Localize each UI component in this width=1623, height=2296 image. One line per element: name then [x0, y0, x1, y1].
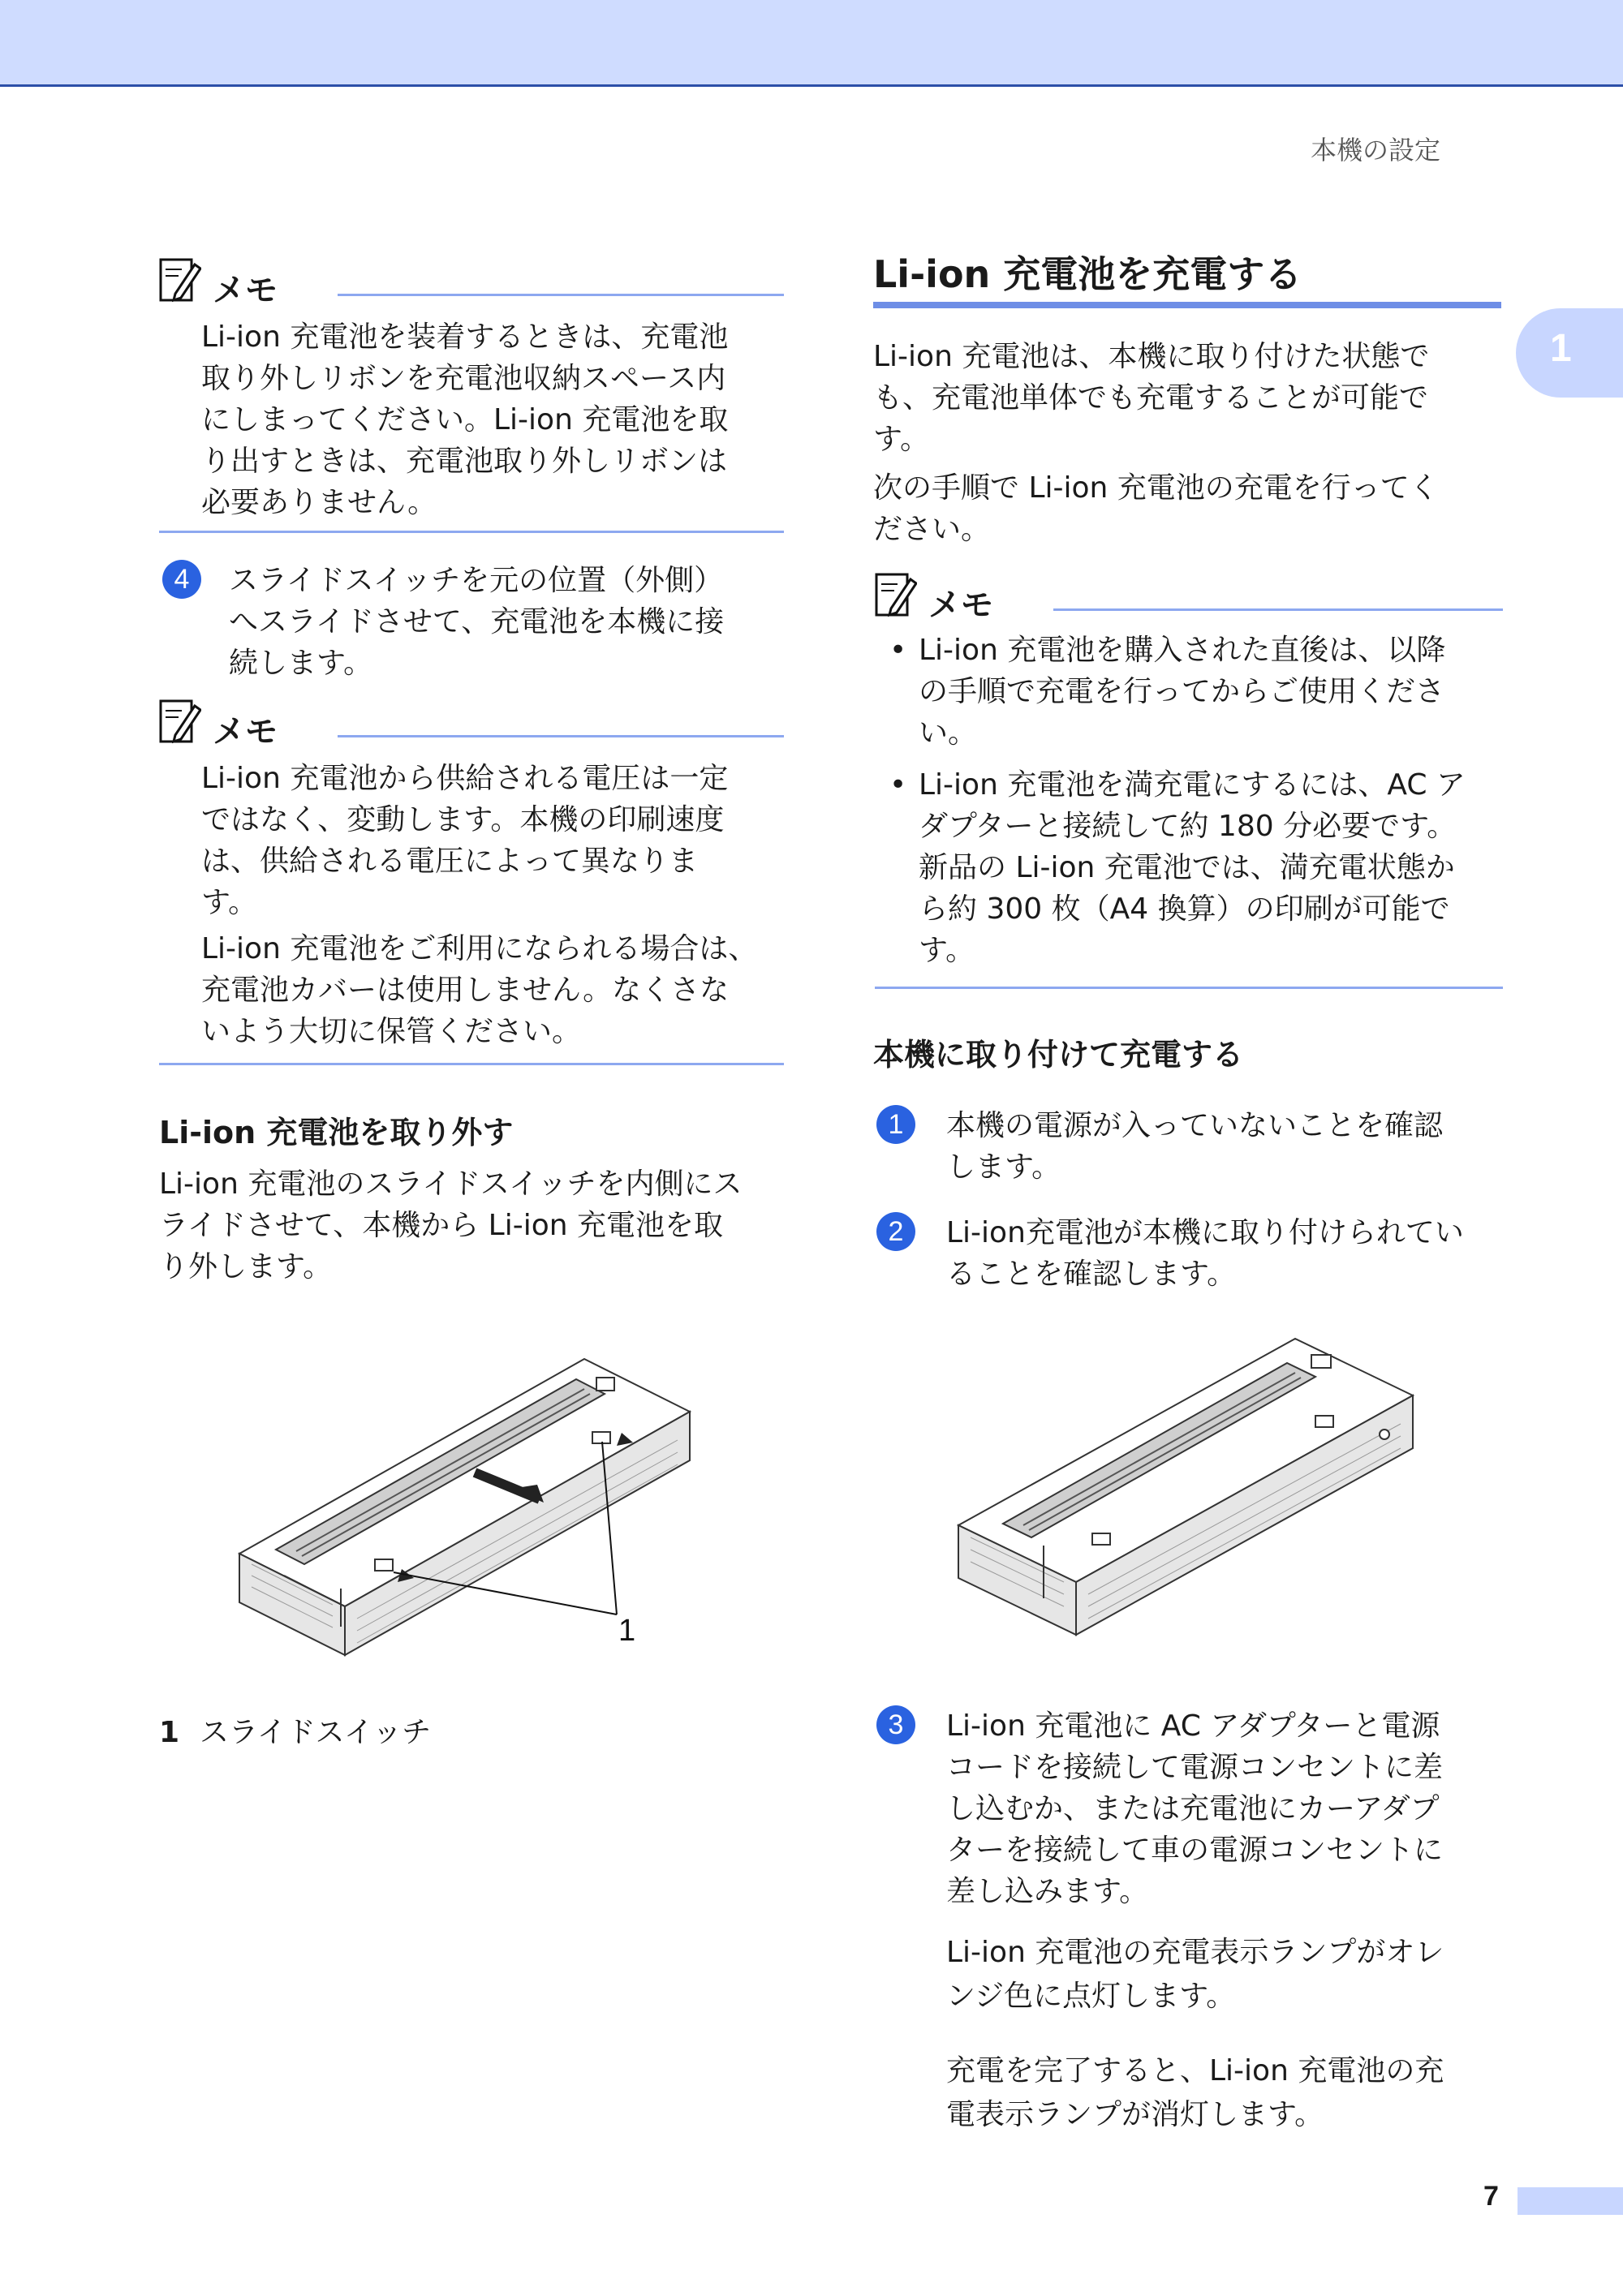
- section-heading: 本機に取り付けて充電する: [873, 1037, 1244, 1073]
- printer-battery-removal-figure: [235, 1347, 722, 1671]
- caption-text: スライドスイッチ: [200, 1716, 432, 1749]
- memo-pencil-icon: [875, 573, 917, 620]
- page-title: Li-ion 充電池を充電する: [873, 252, 1302, 296]
- section-title: 本機の設定: [1310, 135, 1440, 166]
- title-underline: [873, 302, 1501, 308]
- memo-pencil-icon: [159, 699, 201, 746]
- note-title: メモ: [213, 713, 278, 750]
- note-title: メモ: [928, 587, 993, 624]
- chapter-number: 1: [1550, 327, 1572, 370]
- note-text: Li-ion 充電池を装着するときは、充電池 取り外しリボンを充電池収納スペース内 にしまってください。Li-ion 充電池を取 り出すときは、充電池取り外しリボンは 必要ありません。: [201, 320, 729, 519]
- result-text: 充電を完了すると、Li-ion 充電池の充 電表示ランプが消灯します。: [946, 2054, 1444, 2131]
- page-number-bar: [1518, 2187, 1623, 2215]
- bullet-text: Li-ion 充電池を購入された直後は、以降 の手順で充電を行ってからご使用くださ い。: [919, 634, 1446, 750]
- body-text: Li-ion 充電池は、本機に取り付けた状態で も、充電池単体でも充電することが可能で す。: [873, 340, 1430, 456]
- memo-pencil-icon: [159, 258, 201, 305]
- note-end-rule: [159, 531, 784, 533]
- bullet-marker: •: [889, 634, 907, 667]
- step-text: 本機の電源が入っていないことを確認 します。: [946, 1109, 1444, 1184]
- step-text: Li-ion 充電池に AC アダプターと電源 コードを接続して電源コンセントに差 し込むか、または充電池にカーアダプ ターを接続して車の電源コンセントに 差し込みます。: [946, 1709, 1444, 1908]
- note-text: Li-ion 充電池から供給される電圧は一定 ではなく、変動します。本機の印刷速度 は、供給される電圧によって異なりま す。: [201, 762, 729, 919]
- note-text: Li-ion 充電池をご利用になられる場合は、 充電池カバーは使用しません。なくさな いよう大切に保管ください。: [201, 932, 758, 1048]
- note-rule: [338, 735, 784, 737]
- step-number: 4: [162, 560, 201, 599]
- page-number: 7: [1483, 2181, 1499, 2212]
- printer-attached-battery-figure: [954, 1331, 1425, 1647]
- note-header: [159, 258, 784, 307]
- body-text: 次の手順で Li-ion 充電池の充電を行ってく ださい。: [873, 471, 1439, 546]
- note-header: [875, 573, 1503, 624]
- note-title: メモ: [213, 272, 278, 309]
- figure-caption: [159, 1712, 646, 1753]
- step-text: Li-ion充電池が本機に取り付けられてい ることを確認します。: [946, 1216, 1464, 1291]
- caption-number: 1: [159, 1716, 180, 1749]
- step-number: 1: [876, 1105, 915, 1144]
- step-number: 2: [876, 1212, 915, 1251]
- header-band: [0, 0, 1623, 87]
- body-text: Li-ion 充電池のスライドスイッチを内側にス ライドさせて、本機から Li-ion 充電池を取 り外します。: [159, 1167, 743, 1283]
- note-header: [159, 699, 784, 748]
- bullet-text: Li-ion 充電池を満充電にするには、AC ア ダプターと接続して約 180 分必要です。 新品の Li-ion 充電池では、満充電状態か ら約 300 枚（A4 換算）の印刷が可能で す。: [919, 768, 1466, 967]
- section-heading: Li-ion 充電池を取り外す: [159, 1115, 514, 1150]
- result-text: Li-ion 充電池の充電表示ランプがオレ ンジ色に点灯します。: [946, 1936, 1444, 2013]
- figure-callout: 1: [618, 1614, 636, 1648]
- note-rule: [1053, 608, 1503, 611]
- note-rule: [338, 294, 784, 296]
- step-number: 3: [876, 1705, 915, 1744]
- note-end-rule: [159, 1063, 784, 1065]
- bullet-marker: •: [889, 768, 907, 802]
- note-end-rule: [875, 987, 1503, 989]
- step-text: スライドスイッチを元の位置（外側） へスライドさせて、充電池を本機に接 続します。: [229, 564, 725, 680]
- chapter-tab: [1516, 308, 1623, 398]
